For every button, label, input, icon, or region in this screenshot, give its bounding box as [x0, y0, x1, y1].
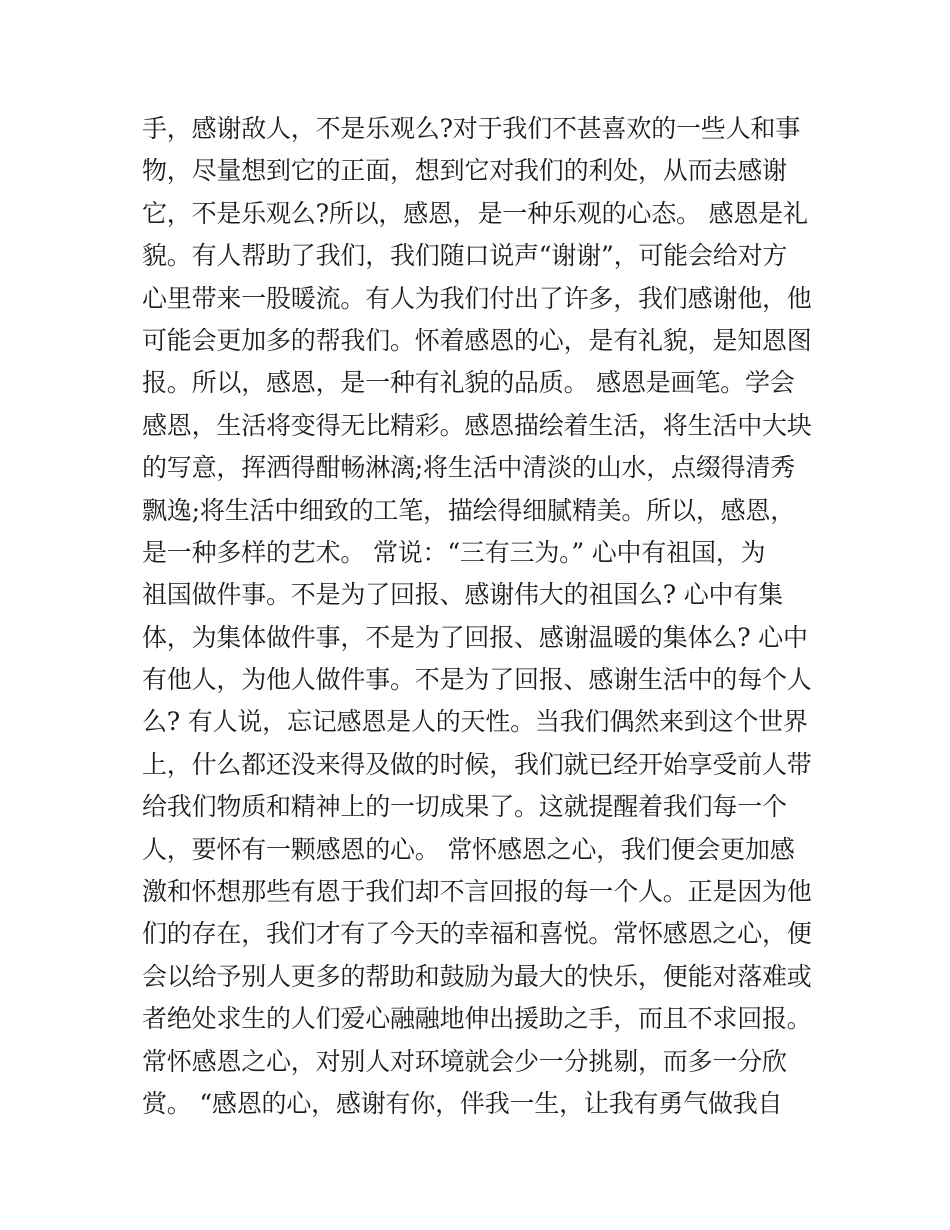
text-line: 给我们物质和精神上的一切成果了。这就提醒着我们每一个	[142, 792, 787, 822]
text-line: 者绝处求生的人们爱心融融地伸出援助之手，而且不求回报。	[142, 1004, 812, 1034]
text-line: 是一种多样的艺术。 常说：“三有三为。” 心中有祖国，为	[142, 537, 766, 567]
text-line: 它，不是乐观么?所以，感恩，是一种乐观的心态。 感恩是礼	[142, 198, 808, 228]
text-line: 祖国做件事。不是为了回报、感谢伟大的祖国么? 心中有集	[142, 580, 783, 610]
text-line: 的写意，挥洒得酣畅淋漓;将生活中清淡的山水，点缀得清秀	[142, 453, 796, 483]
text-line: 报。所以，感恩，是一种有礼貌的品质。 感恩是画笔。学会	[142, 368, 795, 398]
text-line: 上，什么都还没来得及做的时候，我们就已经开始享受前人带	[142, 749, 812, 779]
text-line: 体，为集体做件事，不是为了回报、感谢温暖的集体么? 心中	[142, 622, 808, 652]
text-line: 会以给予别人更多的帮助和鼓励为最大的快乐，便能对落难或	[142, 961, 812, 991]
text-line: 感恩，生活将变得无比精彩。感恩描绘着生活，将生活中大块	[142, 410, 812, 440]
text-line: 赏。 “感恩的心，感谢有你，伴我一生，让我有勇气做我自	[142, 1088, 783, 1118]
text-line: 可能会更加多的帮我们。怀着感恩的心，是有礼貌，是知恩图	[142, 325, 812, 355]
text-line: 人，要怀有一颗感恩的心。 常怀感恩之心，我们便会更加感	[142, 834, 795, 864]
text-line: 飘逸;将生活中细致的工笔，描绘得细腻精美。所以，感恩，	[142, 495, 796, 525]
text-line: 心里带来一股暖流。有人为我们付出了许多，我们感谢他，他	[142, 283, 812, 313]
text-line: 常怀感恩之心，对别人对环境就会少一分挑剔，而多一分欣	[142, 1046, 787, 1076]
text-line: 貌。有人帮助了我们，我们随口说声“谢谢”，可能会给对方	[142, 241, 788, 271]
text-line: 们的存在，我们才有了今天的幸福和喜悦。常怀感恩之心，便	[142, 919, 812, 949]
text-line: 物，尽量想到它的正面，想到它对我们的利处，从而去感谢	[142, 156, 787, 186]
text-line: 有他人，为他人做件事。不是为了回报、感谢生活中的每个人	[142, 665, 812, 695]
text-line: 激和怀想那些有恩于我们却不言回报的每一个人。正是因为他	[142, 877, 812, 907]
text-line: 么? 有人说，忘记感恩是人的天性。当我们偶然来到这个世界	[142, 707, 808, 737]
body-text	[142, 108, 822, 1125]
text-line: 手，感谢敌人，不是乐观么?对于我们不甚喜欢的一些人和事	[142, 114, 801, 143]
